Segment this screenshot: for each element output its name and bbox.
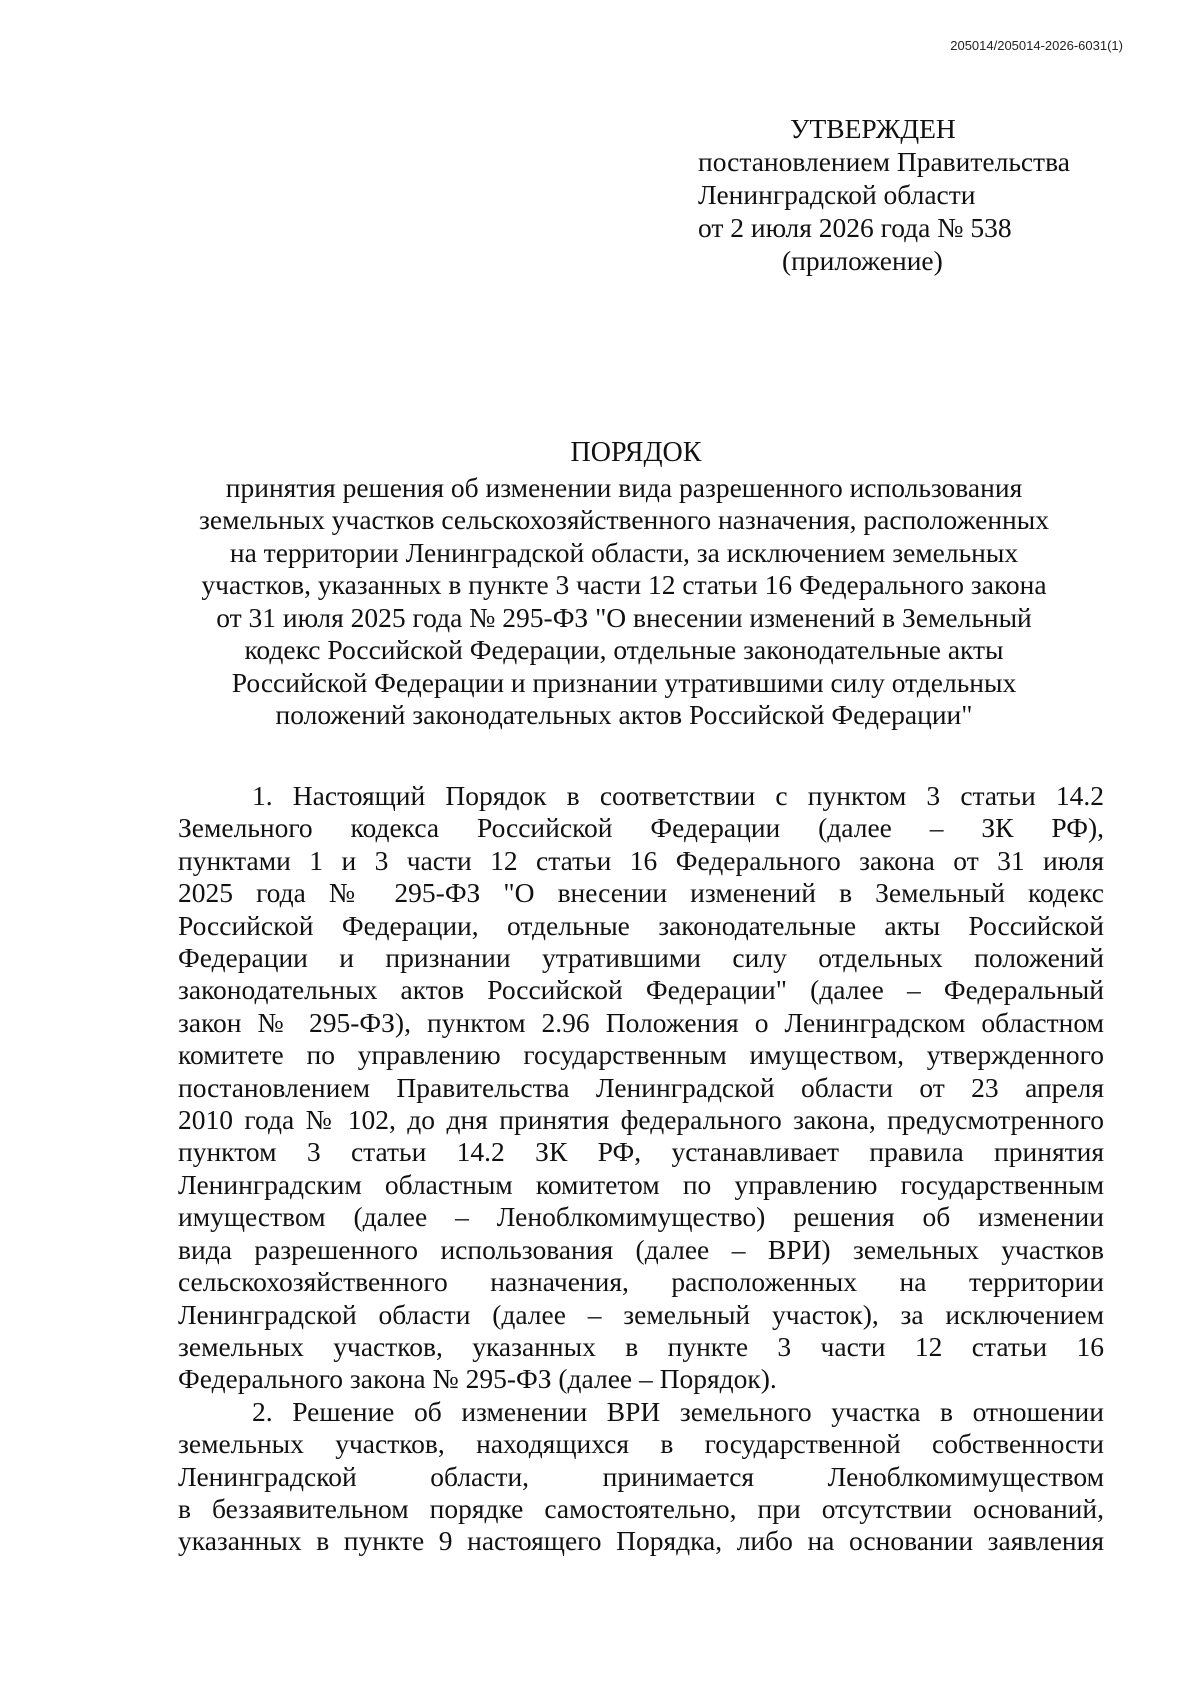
document-title: ПОРЯДОК bbox=[570, 437, 702, 468]
paragraph-line: Земельного кодекса Российской Федерации (далее – ЗК РФ), bbox=[178, 812, 1104, 844]
paragraph-line: указанных в пункте 9 настоящего Порядка, либо на основании заявления bbox=[178, 1525, 1104, 1557]
subtitle-line: на территории Ленинградской области, за исключением земельных bbox=[229, 536, 1019, 568]
paragraph-line: сельскохозяйственного назначения, расположенных на территории bbox=[178, 1266, 1104, 1298]
paragraph-line: 2. Решение об изменении ВРИ земельного участка в отношении bbox=[252, 1395, 1104, 1427]
paragraph-1 bbox=[178, 780, 1104, 1396]
subtitle-line: положений законодательных актов Российской Федерации" bbox=[275, 699, 973, 730]
paragraph-line: земельных участков, находящихся в государственной собственности bbox=[178, 1428, 1104, 1460]
subtitle-line: принятия решения об изменении вида разрешенного использования bbox=[225, 471, 1023, 503]
paragraph-line: Федерации и признании утратившими силу отдельных положений bbox=[178, 942, 1104, 974]
paragraph-line: 2025 года № 295-ФЗ "О внесении изменений в Земельный кодекс bbox=[178, 877, 1104, 909]
paragraph-line: Ленинградской области, принимается Леноблкомимуществом bbox=[178, 1460, 1104, 1492]
paragraph-line: Российской Федерации, отдельные законодательные акты Российской bbox=[178, 909, 1104, 941]
subtitle-line: от 31 июля 2025 года № 295-ФЗ "О внесении изменений в Земельный bbox=[216, 601, 1032, 633]
paragraph-line: земельных участков, указанных в пункте 3 части 12 статьи 16 bbox=[178, 1330, 1104, 1362]
approval-annex: (приложение) bbox=[782, 245, 943, 276]
approval-heading: УТВЕРЖДЕН bbox=[790, 113, 956, 144]
document-title-block bbox=[160, 437, 1088, 732]
document-body bbox=[178, 780, 1104, 1558]
paragraph-line: 1. Настоящий Порядок в соответствии с пунктом 3 статьи 14.2 bbox=[252, 780, 1104, 811]
paragraph-line: имуществом (далее – Леноблкомимущество) решения об изменении bbox=[178, 1201, 1104, 1233]
subtitle-line: земельных участков сельскохозяйственного назначения, расположенных bbox=[199, 504, 1049, 535]
paragraph-line: закон № 295-ФЗ), пунктом 2.96 Положения о Ленинградском областном bbox=[178, 1006, 1104, 1038]
subtitle-line: Российской Федерации и признании утратившими силу отдельных bbox=[231, 666, 1017, 698]
paragraph-line: вида разрешенного использования (далее – ВРИ) земельных участков bbox=[178, 1233, 1104, 1265]
paragraph-line: пунктами 1 и 3 части 12 статьи 16 Федерального закона от 31 июля bbox=[178, 844, 1104, 876]
paragraph-2 bbox=[178, 1396, 1104, 1558]
subtitle-line: кодекс Российской Федерации, отдельные законодательные акты bbox=[244, 634, 1004, 665]
paragraph-line: 2010 года № 102, до дня принятия федерального закона, предусмотренного bbox=[178, 1104, 1104, 1136]
paragraph-line: Ленинградской области (далее – земельный участок), за исключением bbox=[178, 1298, 1104, 1330]
approval-line-3: от 2 июля 2026 года № 538 bbox=[698, 212, 1012, 243]
paragraph-line: Федерального закона № 295-ФЗ (далее – Порядок). bbox=[178, 1363, 777, 1395]
approval-stamp bbox=[698, 112, 1118, 277]
paragraph-line: постановлением Правительства Ленинградской области от 23 апреля bbox=[178, 1071, 1104, 1103]
paragraph-line: законодательных актов Российской Федерации" (далее – Федеральный bbox=[178, 974, 1104, 1006]
approval-line-2: Ленинградской области bbox=[698, 179, 976, 210]
subtitle-line: участков, указанных в пункте 3 части 12 статьи 16 Федерального закона bbox=[201, 569, 1047, 600]
document-id: 205014/205014-2026-6031(1) bbox=[950, 38, 1123, 53]
paragraph-line: в беззаявительном порядке самостоятельно, при отсутствии оснований, bbox=[178, 1492, 1104, 1524]
approval-line-1: постановлением Правительства bbox=[698, 146, 1070, 177]
paragraph-line: Ленинградским областным комитетом по управлению государственным bbox=[178, 1168, 1104, 1200]
paragraph-line: комитете по управлению государственным имуществом, утвержденного bbox=[178, 1039, 1104, 1071]
paragraph-line: пунктом 3 статьи 14.2 ЗК РФ, устанавливает правила принятия bbox=[178, 1136, 1104, 1168]
